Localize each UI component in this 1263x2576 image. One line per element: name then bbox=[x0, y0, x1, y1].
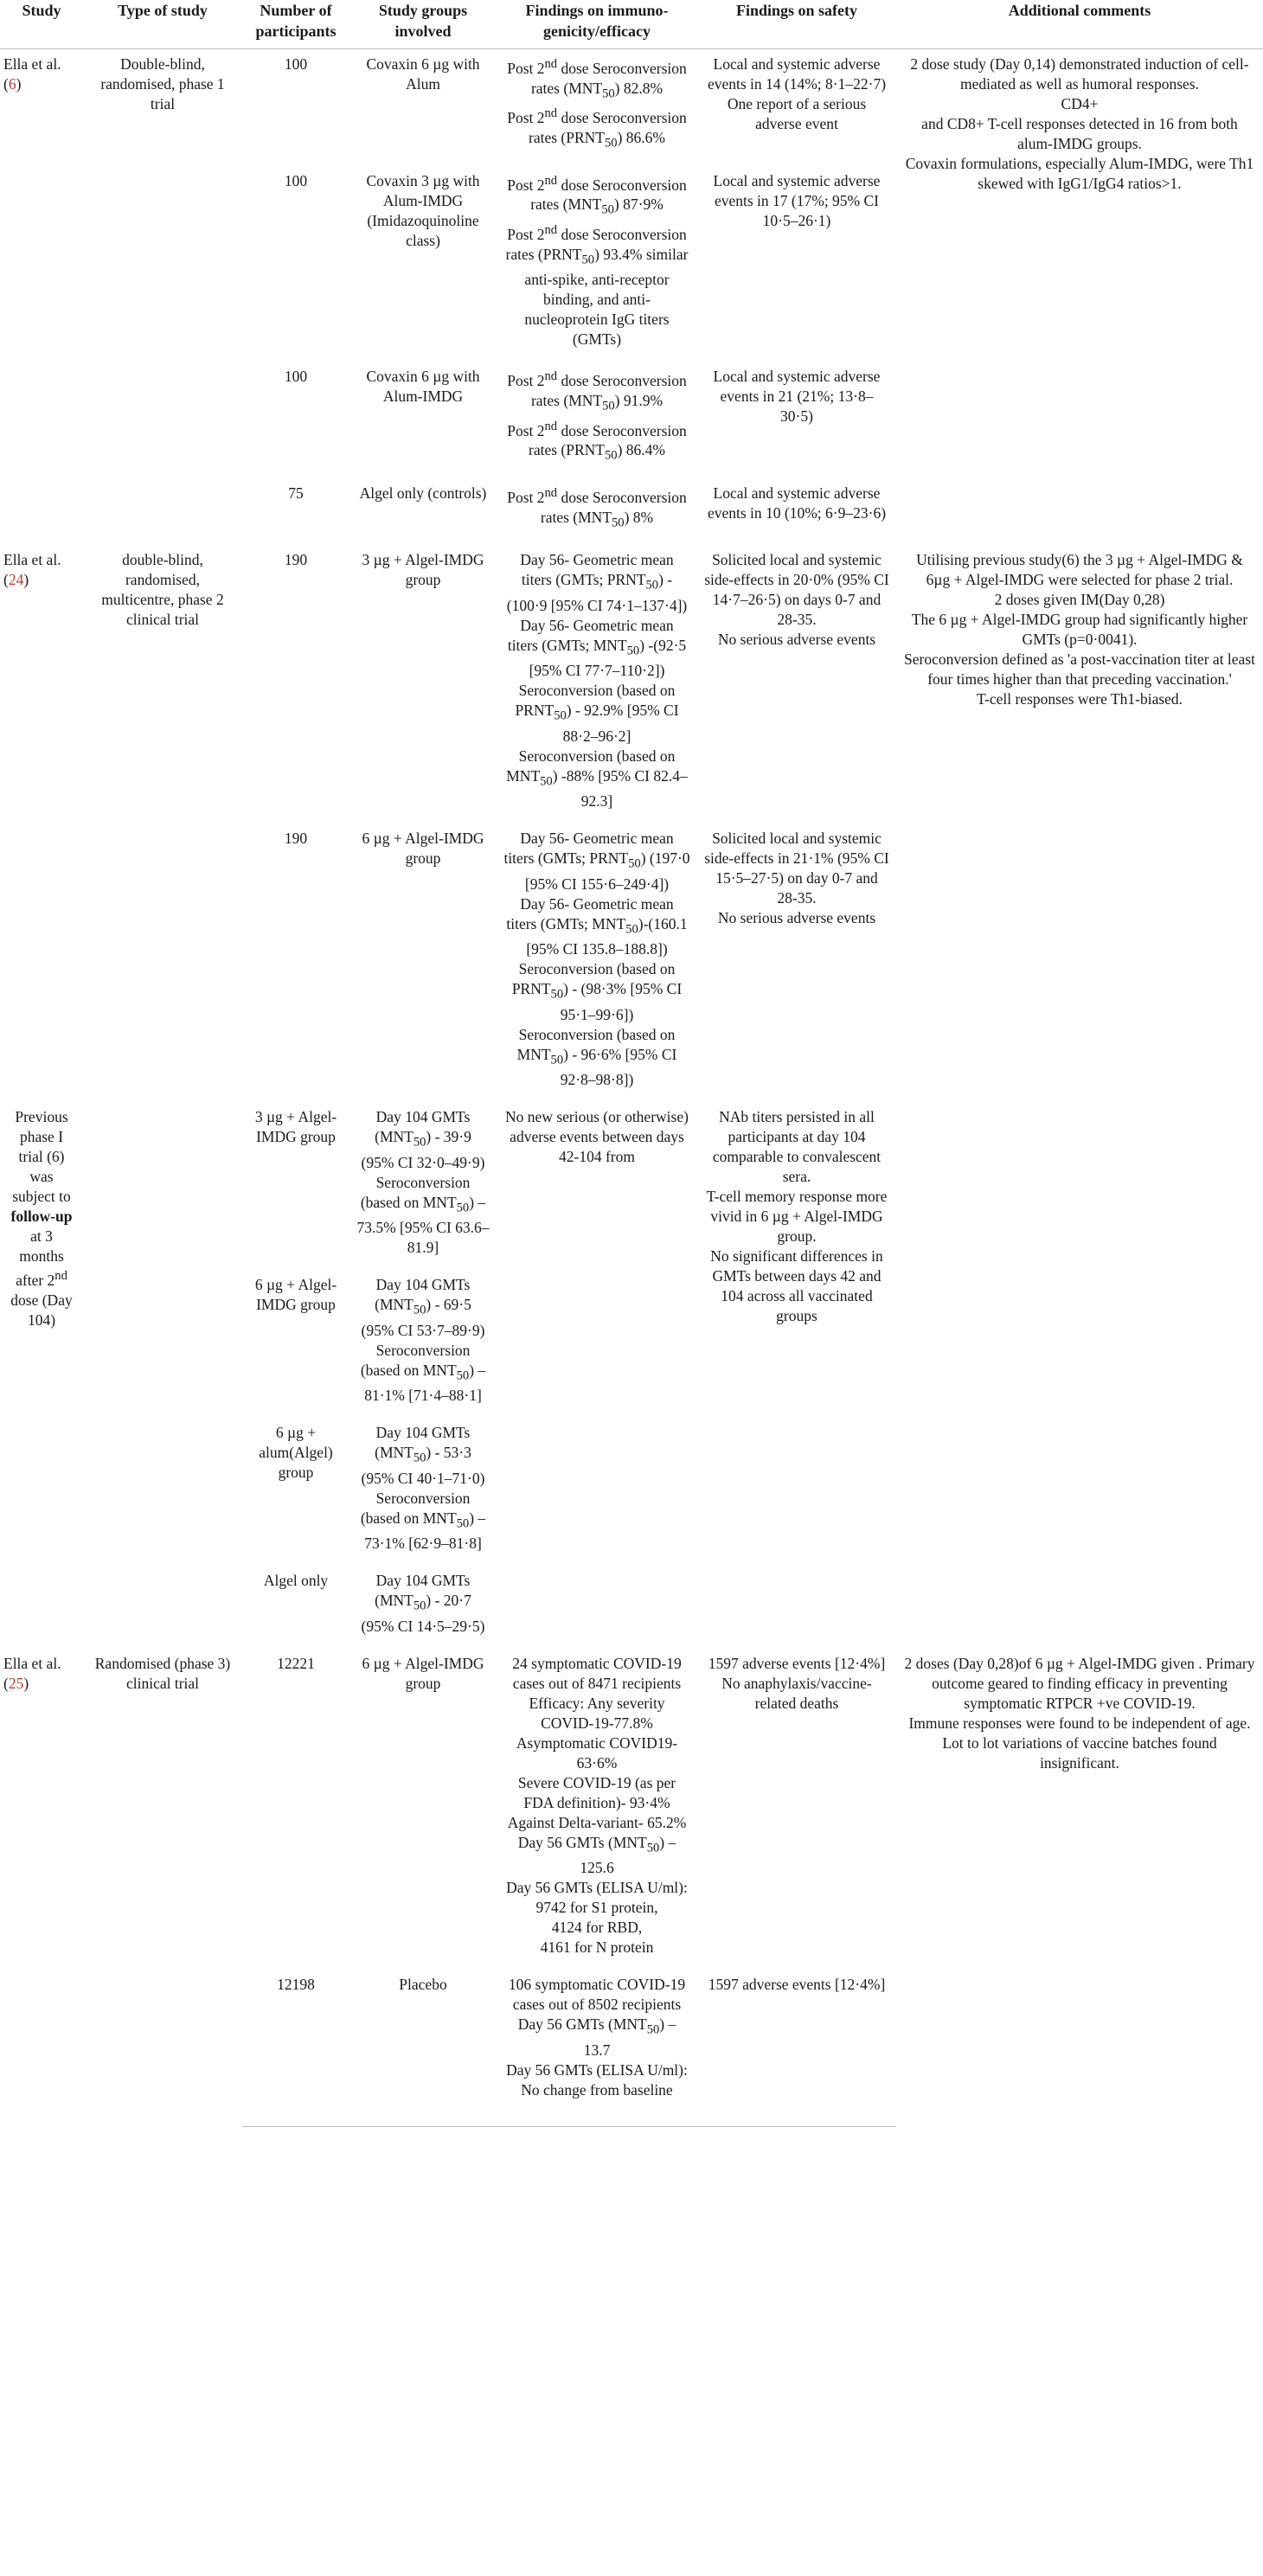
type-of-study-cell bbox=[83, 545, 242, 1102]
study-reference-link[interactable]: 25 bbox=[8, 1674, 24, 1692]
comment-line: 2 dose study (Day 0,14) demonstrated induction of cell-mediated as well as humoral responses. bbox=[910, 55, 1249, 93]
participants-cell bbox=[242, 166, 349, 362]
efficacy-line: 4124 for RBD, bbox=[551, 1919, 643, 1937]
efficacy-line: Day 56- Geometric mean titers (GMTs; $MNT_{50}$) -(92·5 [95% CI 77·7–110·2]) bbox=[507, 616, 687, 680]
study-group-name: 6 µg + Algel-IMDG group bbox=[254, 1276, 337, 1314]
safety-cell bbox=[697, 823, 896, 1102]
safety-line: Solicited local and systemic side-effects in 20·0% (95% CI 14·7–26·5) on days 0-7 and 28-35. bbox=[704, 551, 889, 629]
type-of-study-cell bbox=[83, 49, 242, 546]
study-group-name: 3 µg + Algel-IMDG group bbox=[362, 551, 484, 589]
safety-line: No serious adverse events bbox=[717, 909, 876, 927]
efficacy-cell bbox=[349, 1566, 497, 1649]
participants-cell bbox=[242, 49, 349, 166]
safety-line: No anaphylaxis/vaccine-related deaths bbox=[721, 1674, 872, 1712]
efficacy-line: Asymptomatic COVID19- 63·6% bbox=[516, 1733, 678, 1772]
comment-line: Utilising previous study(6) the 3 µg + Algel-IMDG & 6µg + Algel-IMDG were selected for phase 2 trial. bbox=[916, 551, 1243, 589]
participants-cell bbox=[83, 1270, 242, 1418]
safety-line: 1597 adverse events [12·4%] bbox=[708, 1654, 886, 1672]
efficacy-cell bbox=[497, 1970, 697, 2126]
efficacy-line: Seroconversion (based on $MNT_{50}) - 73\cdot 1\%$ [62·9–81·8] bbox=[360, 1489, 486, 1553]
comment-line: and CD8+ T-cell responses detected in 16 from both alum-IMDG groups. bbox=[921, 115, 1238, 152]
table-body bbox=[0, 49, 1263, 2127]
efficacy-cell bbox=[349, 1270, 497, 1418]
safety-line: Solicited local and systemic side-effects in 21·1% (95% CI 15·5–27·5) on day 0-7 and 28-35. bbox=[704, 830, 889, 907]
participants-count: 190 bbox=[284, 830, 308, 848]
efficacy-line: Severe COVID-19 (as per FDA definition)- 93·4% bbox=[517, 1773, 676, 1811]
efficacy-cell bbox=[497, 478, 697, 545]
study-cell bbox=[0, 1649, 83, 2127]
efficacy-line: Day 56 GMTs $(MNT_{50}) - 125.6$ bbox=[517, 1833, 676, 1877]
comment-line: T-cell memory response more vivid in 6 µg + Algel-IMDG group. bbox=[706, 1188, 888, 1246]
safety-cell bbox=[697, 362, 896, 478]
safety-cell bbox=[697, 49, 896, 166]
study-group-cell bbox=[349, 545, 497, 823]
efficacy-line: Day 56 GMTs (ELISA U/ml): No change from baseline bbox=[506, 2060, 688, 2099]
header-row bbox=[0, 0, 1263, 49]
efficacy-cell bbox=[349, 1102, 497, 1270]
safety-line: 1597 adverse events [12·4%] bbox=[708, 1976, 886, 1994]
study-group-cell bbox=[349, 478, 497, 545]
participants-count: 75 bbox=[288, 484, 304, 502]
efficacy-line: Day 104 GMTs $(MNT_{50}) - 39\cdot 9$ (95% CI 32·0–49·9) bbox=[361, 1108, 485, 1171]
efficacy-line: Day 104 GMTs $(MNT_{50}) - 20\cdot 7$ (95% CI 14·5–29·5) bbox=[361, 1572, 485, 1635]
efficacy-cell bbox=[497, 362, 697, 478]
study-author-close: ) bbox=[23, 1674, 29, 1692]
header-safety: Findings on safety bbox=[697, 0, 896, 49]
study-group-cell bbox=[242, 1102, 349, 1270]
study-author-close: ) bbox=[16, 75, 22, 93]
efficacy-line: Efficacy: Any severity COVID-19-77.8% bbox=[529, 1694, 665, 1732]
table-row bbox=[0, 545, 1263, 823]
type-text: double-blind, randomised, multicentre, phase 2 clinical trial bbox=[101, 551, 224, 629]
type-text-after: at 3 months after 2nd dose (Day 104) bbox=[10, 1227, 73, 1330]
participants-cell bbox=[83, 1566, 242, 1649]
safety-line: No new serious (or otherwise) adverse events between days 42-104 from bbox=[505, 1108, 689, 1166]
efficacy-line: Day 104 GMTs $(MNT_{50}) - 69\cdot 5$ (95% CI 53·7–89·9) bbox=[361, 1276, 485, 1339]
efficacy-line: Post 2nd dose Seroconversion rates $(PRNT_{50})$ 93.4% similar anti-spike, anti-receptor binding, and anti-nucleoprotein IgG titers (GMTs) bbox=[505, 222, 689, 349]
header-number-of-participants: Number of participants bbox=[242, 0, 349, 49]
participants-cell bbox=[242, 1970, 349, 2126]
participants-count: 100 bbox=[284, 55, 308, 73]
efficacy-line: Against Delta-variant- 65.2% bbox=[507, 1813, 687, 1831]
study-cell bbox=[0, 545, 83, 1102]
efficacy-line: Day 56- Geometric mean titers (GMTs; $MNT_{50})-(160.1$ [95% CI 135.8–188.8]) bbox=[506, 894, 688, 958]
efficacy-cell bbox=[497, 545, 697, 823]
comment-line: The 6 µg + Algel-IMDG group had significantly higher GMTs (p=0·0041). bbox=[911, 611, 1248, 649]
table-row bbox=[0, 1649, 1263, 1970]
table-row bbox=[0, 1102, 1263, 1270]
participants-cell bbox=[242, 545, 349, 823]
efficacy-line: 24 symptomatic COVID-19 cases out of 8471 recipients bbox=[512, 1654, 682, 1692]
comments-cell bbox=[896, 545, 1263, 1102]
efficacy-line: Post 2nd dose Seroconversion rates $(PRNT_{50})$ 86.4% bbox=[507, 419, 687, 463]
header-immunogenicity-efficacy: Findings on immuno-genicity/efficacy bbox=[497, 0, 697, 49]
header-study: Study bbox=[0, 0, 83, 49]
efficacy-line: 9742 for S1 protein, bbox=[535, 1899, 658, 1917]
efficacy-line: 4161 for N protein bbox=[540, 1938, 654, 1957]
participants-cell bbox=[242, 1649, 349, 1970]
efficacy-cell bbox=[497, 823, 697, 1102]
study-group-cell bbox=[349, 166, 497, 362]
study-group-cell bbox=[349, 49, 497, 166]
safety-cell bbox=[697, 545, 896, 823]
efficacy-line: Post 2nd dose Seroconversion rates $(PRNT_{50})$ 86.6% bbox=[507, 106, 687, 151]
study-group-name: Covaxin 3 µg with Alum-IMDG (Imidazoquinoline class) bbox=[366, 171, 480, 249]
efficacy-cell bbox=[497, 49, 697, 166]
study-group-cell bbox=[242, 1566, 349, 1649]
participants-cell bbox=[83, 1418, 242, 1566]
efficacy-cell bbox=[349, 1418, 497, 1566]
safety-cell bbox=[497, 1102, 697, 1270]
efficacy-cell bbox=[497, 166, 697, 362]
comments-cell bbox=[896, 1649, 1263, 2127]
efficacy-line: Day 56 GMTs $(MNT_{50}) - 13.7$ bbox=[517, 2015, 676, 2059]
study-reference-link[interactable]: 6 bbox=[8, 75, 16, 93]
type-of-study-cell bbox=[0, 1102, 83, 1649]
comment-line: No significant differences in GMTs between days 42 and 104 across all vaccinated groups bbox=[710, 1247, 883, 1325]
participants-count: 100 bbox=[284, 171, 308, 189]
type-of-study-cell bbox=[83, 1649, 242, 2127]
study-group-name: Algel only bbox=[263, 1572, 329, 1590]
comment-line: CD4+ bbox=[1061, 95, 1099, 112]
safety-cell bbox=[697, 166, 896, 362]
study-group-cell bbox=[349, 362, 497, 478]
efficacy-line: Seroconversion (based on $PRNT_{50}) - 92.9\%$ [95% CI 88·2–96·2] bbox=[515, 682, 679, 745]
efficacy-line: Post 2nd dose Seroconversion rates $(MNT_{50})$ 8% bbox=[507, 485, 687, 530]
study-author: Ella et al. ( bbox=[3, 55, 61, 93]
study-author-close: ) bbox=[23, 571, 29, 589]
efficacy-line: Seroconversion (based on $MNT_{50}) - 81\cdot 1\%$ [71·4–88·1] bbox=[360, 1341, 486, 1405]
study-group-name: Placebo bbox=[399, 1976, 447, 1994]
efficacy-line: Day 56- Geometric mean titers (GMTs; $PRNT_{50}$) (197·0 [95% CI 155·6–249·4]) bbox=[503, 830, 690, 893]
participants-count: 100 bbox=[284, 368, 308, 386]
header-study-groups: Study groups involved bbox=[349, 0, 497, 49]
header-additional-comments: Additional comments bbox=[896, 0, 1263, 49]
table-row bbox=[0, 1418, 1263, 1566]
safety-line: No serious adverse events bbox=[717, 631, 876, 649]
participants-count: 12221 bbox=[277, 1654, 315, 1672]
safety-line: Local and systemic adverse events in 10 (10%; 6·9–23·6) bbox=[707, 484, 887, 522]
participants-cell bbox=[83, 1102, 242, 1270]
safety-cell bbox=[697, 478, 896, 545]
safety-cell bbox=[497, 1270, 697, 1418]
comment-line: 2 doses given IM(Day 0,28) bbox=[994, 591, 1165, 609]
safety-cell bbox=[697, 1970, 896, 2126]
type-text: Randomised (phase 3) clinical trial bbox=[94, 1654, 231, 1692]
safety-cell bbox=[497, 1418, 697, 1566]
safety-line: Local and systemic adverse events in 21 (21%; 13·8–30·5) bbox=[713, 368, 881, 426]
study-cell bbox=[0, 49, 83, 546]
safety-line: Local and systemic adverse events in 17 (17%; 95% CI 10·5–26·1) bbox=[713, 171, 881, 229]
efficacy-line: Seroconversion (based on $MNT_{50}) - 73.5\%$ [95% CI 63.6–81.9] bbox=[356, 1173, 490, 1257]
efficacy-line: Seroconversion (based on $PRNT_{50}) - (98\cdot 3\%$ [95% CI 95·1–99·6]) bbox=[511, 960, 683, 1023]
study-group-name: Covaxin 6 µg with Alum bbox=[366, 55, 480, 93]
safety-cell bbox=[497, 1566, 697, 1649]
participants-cell bbox=[242, 478, 349, 545]
table-row bbox=[0, 1270, 1263, 1418]
study-group-name: 6 µg + Algel-IMDG group bbox=[362, 830, 484, 868]
efficacy-line: Day 104 GMTs $(MNT_{50}) - 53\cdot 3$ (95% CI 40·1–71·0) bbox=[361, 1424, 485, 1487]
efficacy-line: Post 2nd dose Seroconversion rates $(MNT_{50})$ 82.8% bbox=[507, 57, 687, 101]
study-group-name: 3 µg + Algel-IMDG group bbox=[254, 1108, 337, 1146]
type-text: Double-blind, randomised, phase 1 trial bbox=[100, 55, 225, 112]
comment-line: Covaxin formulations, especially Alum-IMDG, were Th1 skewed with IgG1/IgG4 ratios>1. bbox=[905, 155, 1254, 192]
study-reference-link[interactable]: 24 bbox=[8, 571, 24, 589]
study-author: Ella et al. ( bbox=[3, 551, 61, 589]
study-group-name: 6 µg + Algel-IMDG group bbox=[362, 1654, 484, 1692]
participants-cell bbox=[242, 362, 349, 478]
table-row bbox=[0, 1566, 1263, 1649]
comment-line: NAb titers persisted in all participants at day 104 comparable to convalescent sera. bbox=[712, 1108, 882, 1186]
study-group-cell bbox=[349, 1970, 497, 2126]
participants-cell bbox=[242, 823, 349, 1102]
type-text: Previous phase I trial (6) was subject to bbox=[12, 1108, 71, 1206]
efficacy-line: Post 2nd dose Seroconversion rates $(MNT_{50})$ 87·9% bbox=[507, 173, 687, 217]
efficacy-line: Post 2nd dose Seroconversion rates $(MNT_{50})$ 91.9% bbox=[507, 369, 687, 413]
efficacy-line: Day 56 GMTs (ELISA U/ml): bbox=[506, 1879, 688, 1897]
safety-line: Local and systemic adverse events in 14 (14%; 8·1–22·7) One report of a serious adverse event bbox=[707, 55, 887, 132]
efficacy-cell bbox=[497, 1649, 697, 1970]
study-group-cell bbox=[349, 1649, 497, 1970]
efficacy-line: Seroconversion (based on $MNT_{50}) - 96\cdot 6\%$ [95% CI 92·8–98·8]) bbox=[516, 1025, 677, 1089]
comments-cell bbox=[697, 1102, 896, 1649]
comment-line: Immune responses were found to be independent of age. bbox=[908, 1714, 1251, 1732]
header-type-of-study: Type of study bbox=[83, 0, 242, 49]
participants-count: 12198 bbox=[277, 1976, 315, 1994]
comments-cell bbox=[896, 49, 1263, 546]
comment-line: Seroconversion defined as 'a post-vaccination titer at least four times higher than that preceding vaccination.' bbox=[904, 650, 1255, 689]
efficacy-line: Day 56- Geometric mean titers (GMTs; $PRNT_{50}$) -(100·9 [95% CI 74·1–137·4]) bbox=[506, 551, 688, 614]
study-group-name: Covaxin 6 µg with Alum-IMDG bbox=[366, 368, 480, 406]
study-group-name: 6 µg + alum(Algel) group bbox=[259, 1424, 333, 1482]
comment-line: 2 doses (Day 0,28)of 6 µg + Algel-IMDG given . Primary outcome geared to finding efficacy in preventing symptomatic RTPCR +ve COVID-19. bbox=[904, 1654, 1255, 1712]
comment-line: Lot to lot variations of vaccine batches found insignificant. bbox=[942, 1733, 1217, 1772]
efficacy-line: Seroconversion (based on $MNT_{50}$) -88% [95% CI 82.4–92.3] bbox=[506, 747, 688, 811]
study-author: Ella et al. ( bbox=[3, 1654, 61, 1692]
comment-line: T-cell responses were Th1-biased. bbox=[976, 690, 1183, 708]
study-group-cell bbox=[242, 1418, 349, 1566]
efficacy-line: 106 symptomatic COVID-19 cases out of 8502 recipients bbox=[508, 1976, 686, 2014]
type-text-bold: follow-up bbox=[10, 1208, 73, 1226]
participants-count: 190 bbox=[284, 551, 308, 569]
study-group-name: Algel only (controls) bbox=[359, 484, 487, 502]
study-group-cell bbox=[349, 823, 497, 1102]
table-row bbox=[0, 49, 1263, 166]
safety-cell bbox=[697, 1649, 896, 1970]
study-group-cell bbox=[242, 1270, 349, 1418]
